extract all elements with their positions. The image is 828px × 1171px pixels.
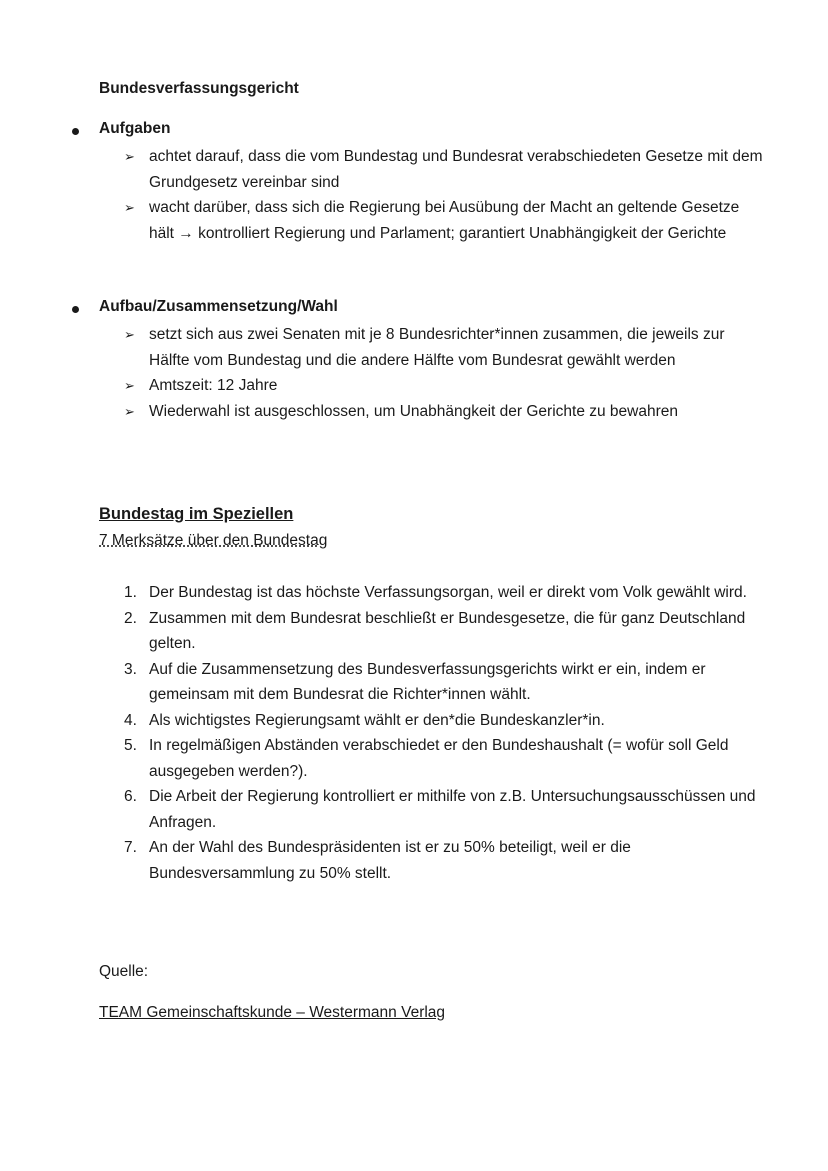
- arrow-bullet-icon: ➢: [124, 149, 135, 164]
- list-number: 7.: [124, 839, 137, 856]
- bullet-icon: [72, 306, 79, 313]
- list-number: 4.: [124, 711, 137, 729]
- list-number: 2.: [124, 609, 137, 627]
- list-item: 6. Die Arbeit der Regierung kontrolliert er mithilfe von z.B. Untersuchungsausschüssen und Anfragen.: [124, 784, 764, 835]
- section-heading-aufgaben: Aufgaben: [99, 120, 171, 137]
- list-item: 2. Zusammen mit dem Bundesrat beschließt er Bundesgesetze, die für ganz Deutschland gelten.: [124, 606, 764, 657]
- source-reference: TEAM Gemeinschaftskunde – Westermann Verlag: [99, 1004, 446, 1021]
- arrow-bullet-icon: ➢: [124, 403, 135, 419]
- list-item: 5. In regelmäßigen Abständen verabschiedet er den Bundeshaushalt (= wofür soll Geld ausgegeben werden?).: [124, 733, 764, 784]
- aufbau-list: [124, 322, 764, 424]
- list-item: ➢ setzt sich aus zwei Senaten mit je 8 Bundesrichter*innen zusammen, die jeweils zur Hälfte vom Bundestag und die andere Hälfte vom Bundesrat gewählt werden: [124, 322, 764, 373]
- arrow-bullet-icon: ➢: [124, 200, 135, 215]
- list-number: 1.: [124, 584, 137, 601]
- list-item: ➢ Wiederwahl ist ausgeschlossen, um Unabhängkeit der Gerichte zu bewahren: [124, 399, 764, 425]
- arrow-bullet-icon: ➢: [124, 378, 135, 393]
- list-item: 3. Auf die Zusammensetzung des Bundesverfassungsgerichts wirkt er ein, indem er gemeinsam mit dem Bundesrat die Richter*innen wählt.: [124, 657, 764, 708]
- list-number: 3.: [124, 660, 137, 678]
- section-heading-aufbau: Aufbau/Zusammensetzung/Wahl: [99, 298, 338, 315]
- list-item: ➢ Amtszeit: 12 Jahre: [124, 373, 764, 399]
- merksaetze-list: [124, 580, 764, 886]
- bullet-icon: [72, 128, 79, 135]
- list-number: 6.: [124, 788, 137, 805]
- list-number: 5.: [124, 737, 137, 754]
- page-title: Bundesverfassungsgericht: [99, 80, 299, 97]
- list-item: ➢ achtet darauf, dass die vom Bundestag und Bundesrat verabschiedeten Gesetze mit dem Grundgesetz vereinbar sind: [124, 144, 764, 195]
- source-label: Quelle:: [99, 963, 149, 980]
- bundestag-heading: Bundestag im Speziellen: [99, 505, 294, 523]
- list-item: 4. Als wichtigstes Regierungsamt wählt er den*die Bundeskanzler*in.: [124, 708, 764, 734]
- list-item: 1. Der Bundestag ist das höchste Verfassungsorgan, weil er direkt vom Volk gewählt wird.: [124, 580, 764, 606]
- aufgaben-list: [124, 144, 764, 246]
- list-item: ➢ wacht darüber, dass sich die Regierung bei Ausübung der Macht an geltende Gesetze hält → kontrolliert Regierung und Parlament; garantiert Unabhängigkeit der Gerichte: [124, 195, 764, 246]
- bundestag-subheading: 7 Merksätze über den Bundestag: [99, 532, 328, 549]
- list-item: 7. An der Wahl des Bundespräsidenten ist er zu 50% beteiligt, weil er die Bundesversammlung zu 50% stellt.: [124, 835, 764, 886]
- arrow-bullet-icon: ➢: [124, 327, 135, 342]
